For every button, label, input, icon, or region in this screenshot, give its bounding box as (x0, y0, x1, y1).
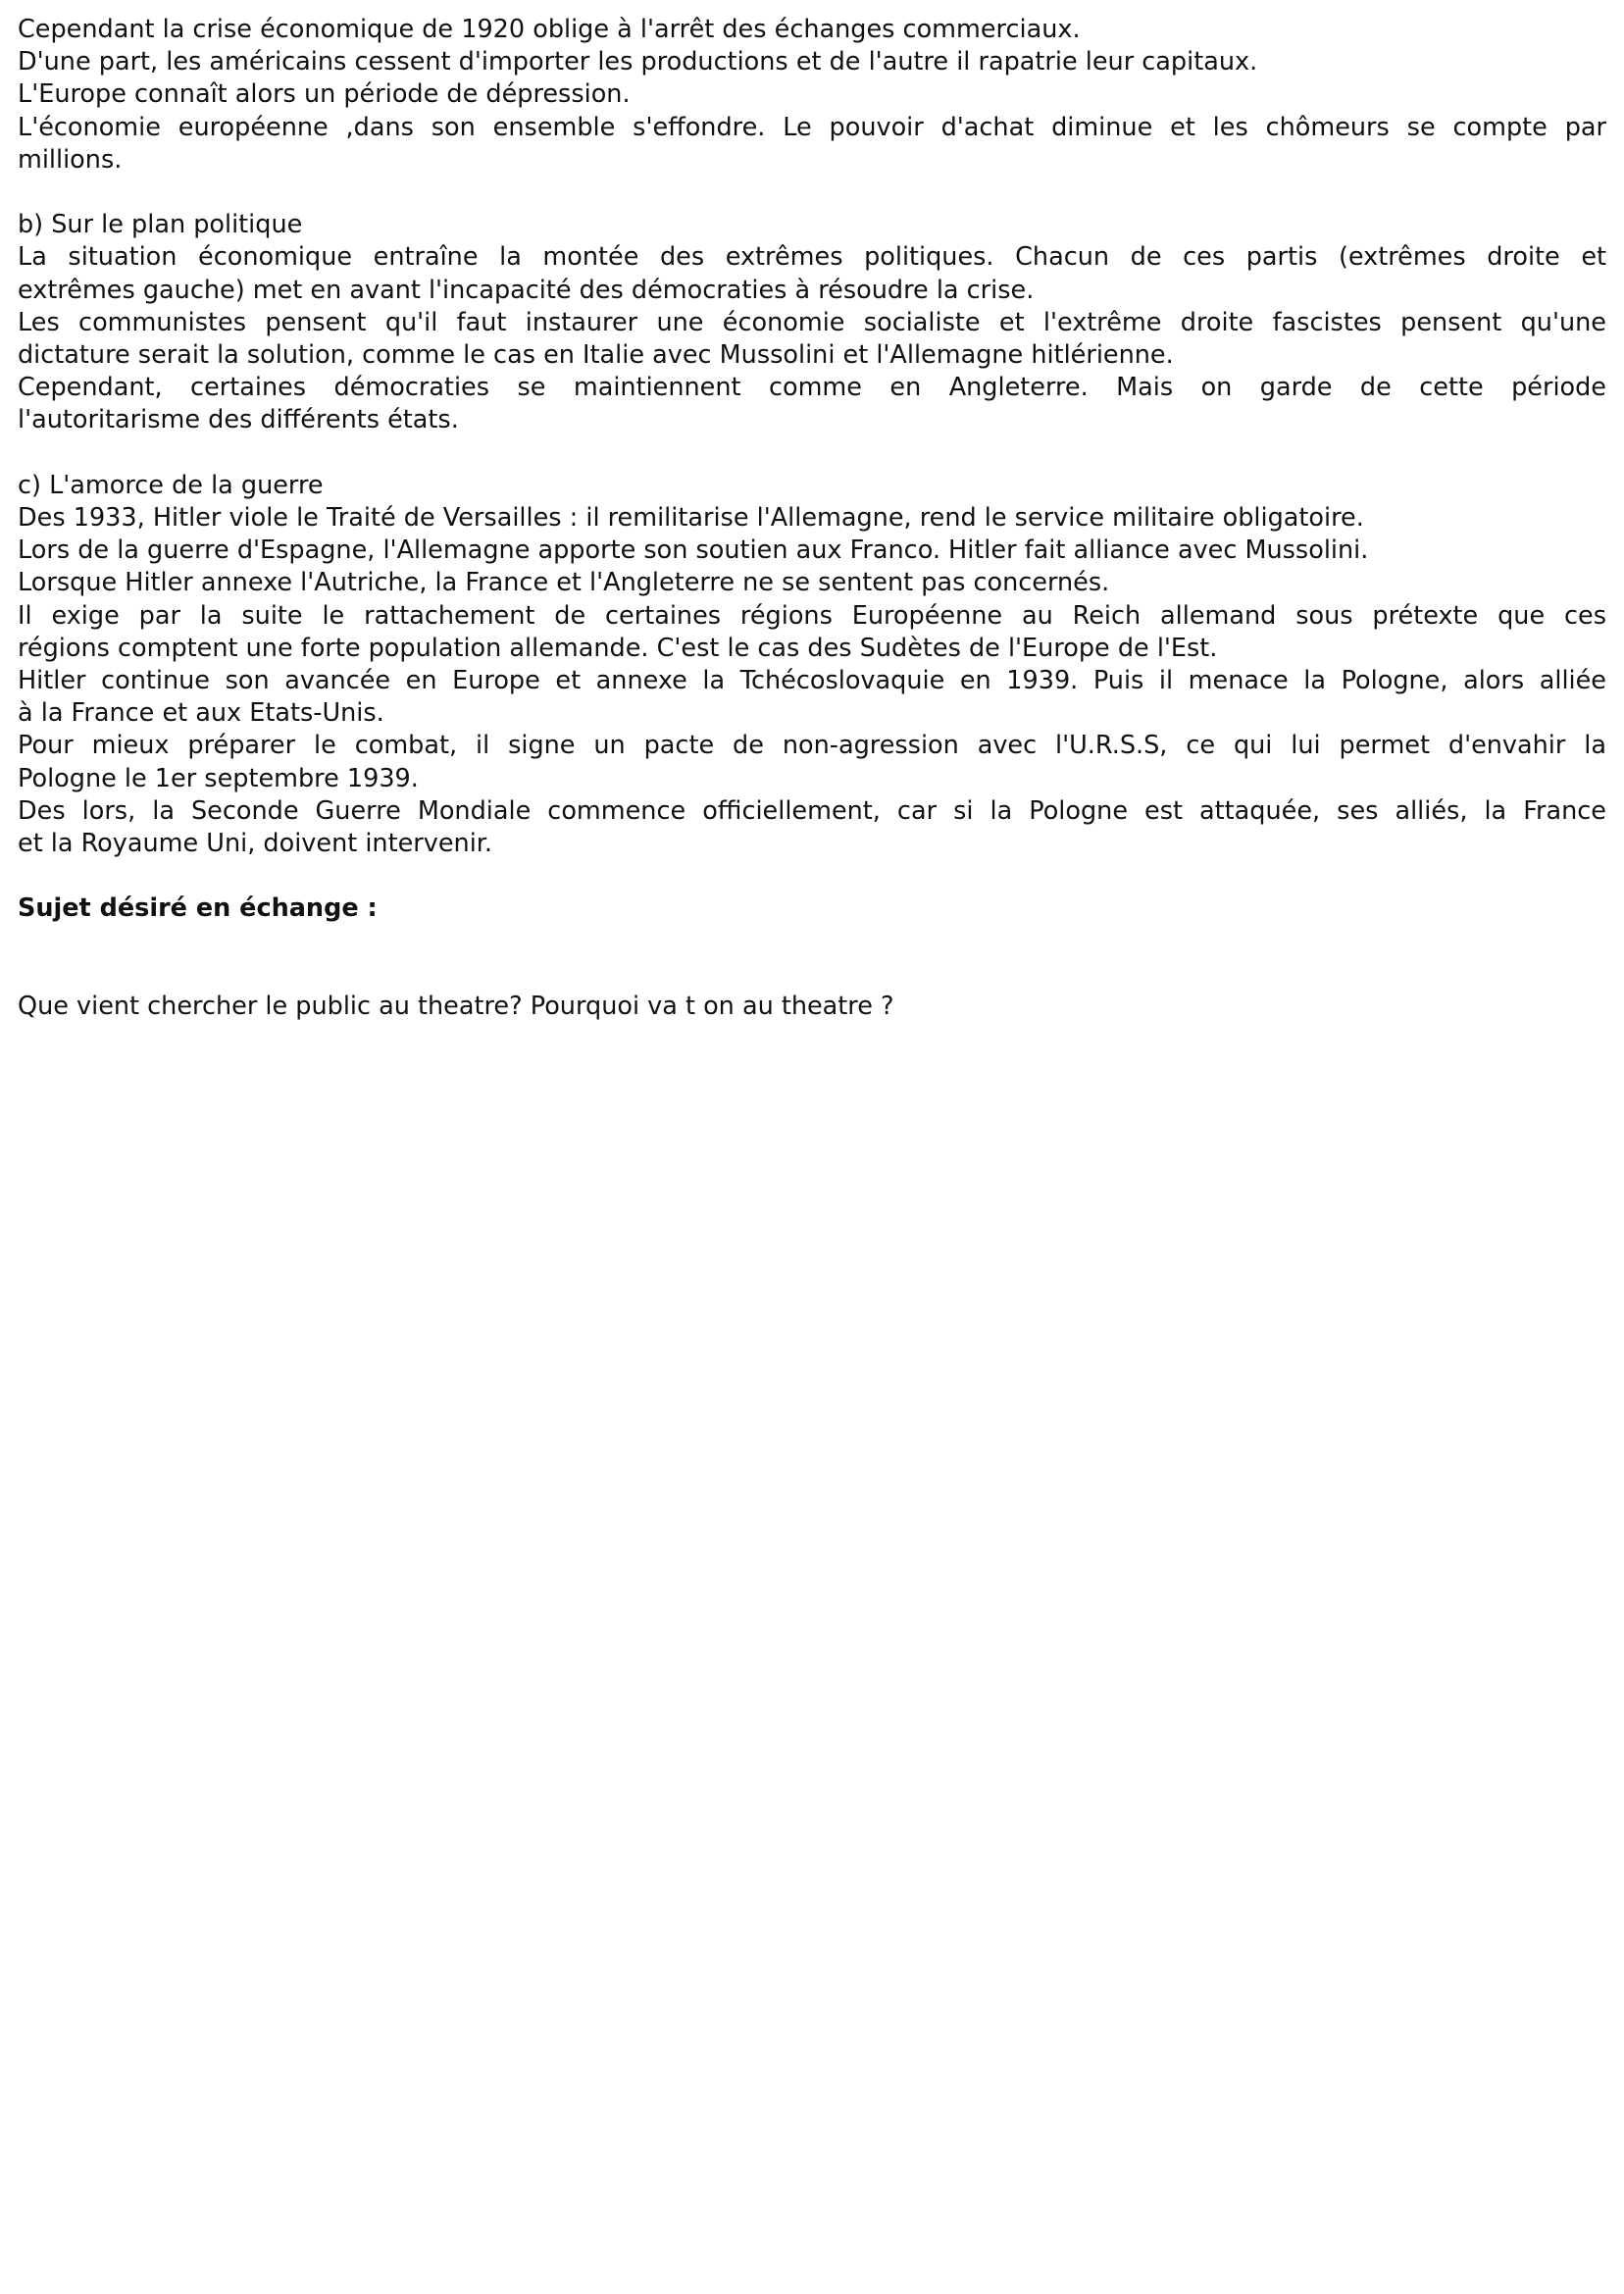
text-line: Hitler continue son avancée en Europe et annexe la Tchécoslovaquie en 1939. Puis il menace la Pologne, alors alliée (18, 666, 1606, 696)
section-heading: c) L'amorce de la guerre (18, 470, 324, 500)
section-political (18, 209, 1606, 436)
text-line: dictature serait la solution, comme le cas en Italie avec Mussolini et l'Allemagne hitlérienne. (18, 340, 1174, 371)
text-line: à la France et aux Etats-Unis. (18, 698, 384, 729)
text-line: extrêmes gauche) met en avant l'incapacité des démocraties à résoudre la crise. (18, 275, 1035, 305)
text-line: et la Royaume Uni, doivent intervenir. (18, 829, 493, 859)
section-heading: b) Sur le plan politique (18, 210, 303, 240)
text-line: Les communistes pensent qu'il faut instaurer une économie socialiste et l'extrême droite fascistes pensent qu'une (18, 307, 1606, 337)
exchange-label: Sujet désiré en échange : (18, 893, 378, 924)
paragraph-spacer (18, 926, 1606, 991)
section-war (18, 470, 1606, 860)
text-line: millions. (18, 144, 123, 175)
text-line: l'autoritarisme des différents états. (18, 405, 459, 435)
text-line: Des 1933, Hitler viole le Traité de Versailles : il remilitarise l'Allemagne, rend le service militaire obligatoire. (18, 503, 1364, 534)
text-line: Lors de la guerre d'Espagne, l'Allemagne apporte son soutien aux Franco. Hitler fait alliance avec Mussolini. (18, 535, 1369, 566)
text-line: L'économie européenne ,dans son ensemble s'effondre. Le pouvoir d'achat diminue et les chômeurs se compte par (18, 112, 1606, 142)
text-line: D'une part, les américains cessent d'importer les productions et de l'autre il rapatrie leur capitaux. (18, 47, 1258, 77)
paragraph-spacer (18, 437, 1606, 470)
paragraph-spacer (18, 860, 1606, 892)
text-line: Cependant la crise économique de 1920 oblige à l'arrêt des échanges commerciaux. (18, 15, 1081, 44)
text-line: Pologne le 1er septembre 1939. (18, 763, 419, 793)
text-line: Pour mieux préparer le combat, il signe un pacte de non-agression avec l'U.R.S.S, ce qui lui permet d'envahir la (18, 731, 1606, 761)
text-line: Des lors, la Seconde Guerre Mondiale commence officiellement, car si la Pologne est attaquée, ses alliés, la France (18, 795, 1606, 826)
text-line: Il exige par la suite le rattachement de certaines régions Européenne au Reich allemand sous prétexte que ces (18, 600, 1606, 631)
text-line: L'Europe connaît alors un période de dépression. (18, 79, 631, 110)
document-page (18, 14, 1606, 1023)
text-line: La situation économique entraîne la montée des extrêmes politiques. Chacun de ces partis (extrêmes droite et (18, 242, 1606, 273)
text-line: Cependant, certaines démocraties se maintiennent comme en Angleterre. Mais on garde de cette période (18, 373, 1606, 403)
paragraph-spacer (18, 177, 1606, 209)
text-line: Lorsque Hitler annexe l'Autriche, la France et l'Angleterre ne se sentent pas concernés. (18, 568, 1110, 598)
exchange-subject: Que vient chercher le public au theatre? Pourquoi va t on au theatre ? (18, 992, 894, 1022)
intro-paragraph (18, 14, 1606, 177)
text-line: régions comptent une forte population allemande. C'est le cas des Sudètes de l'Europe de l'Est. (18, 633, 1218, 663)
